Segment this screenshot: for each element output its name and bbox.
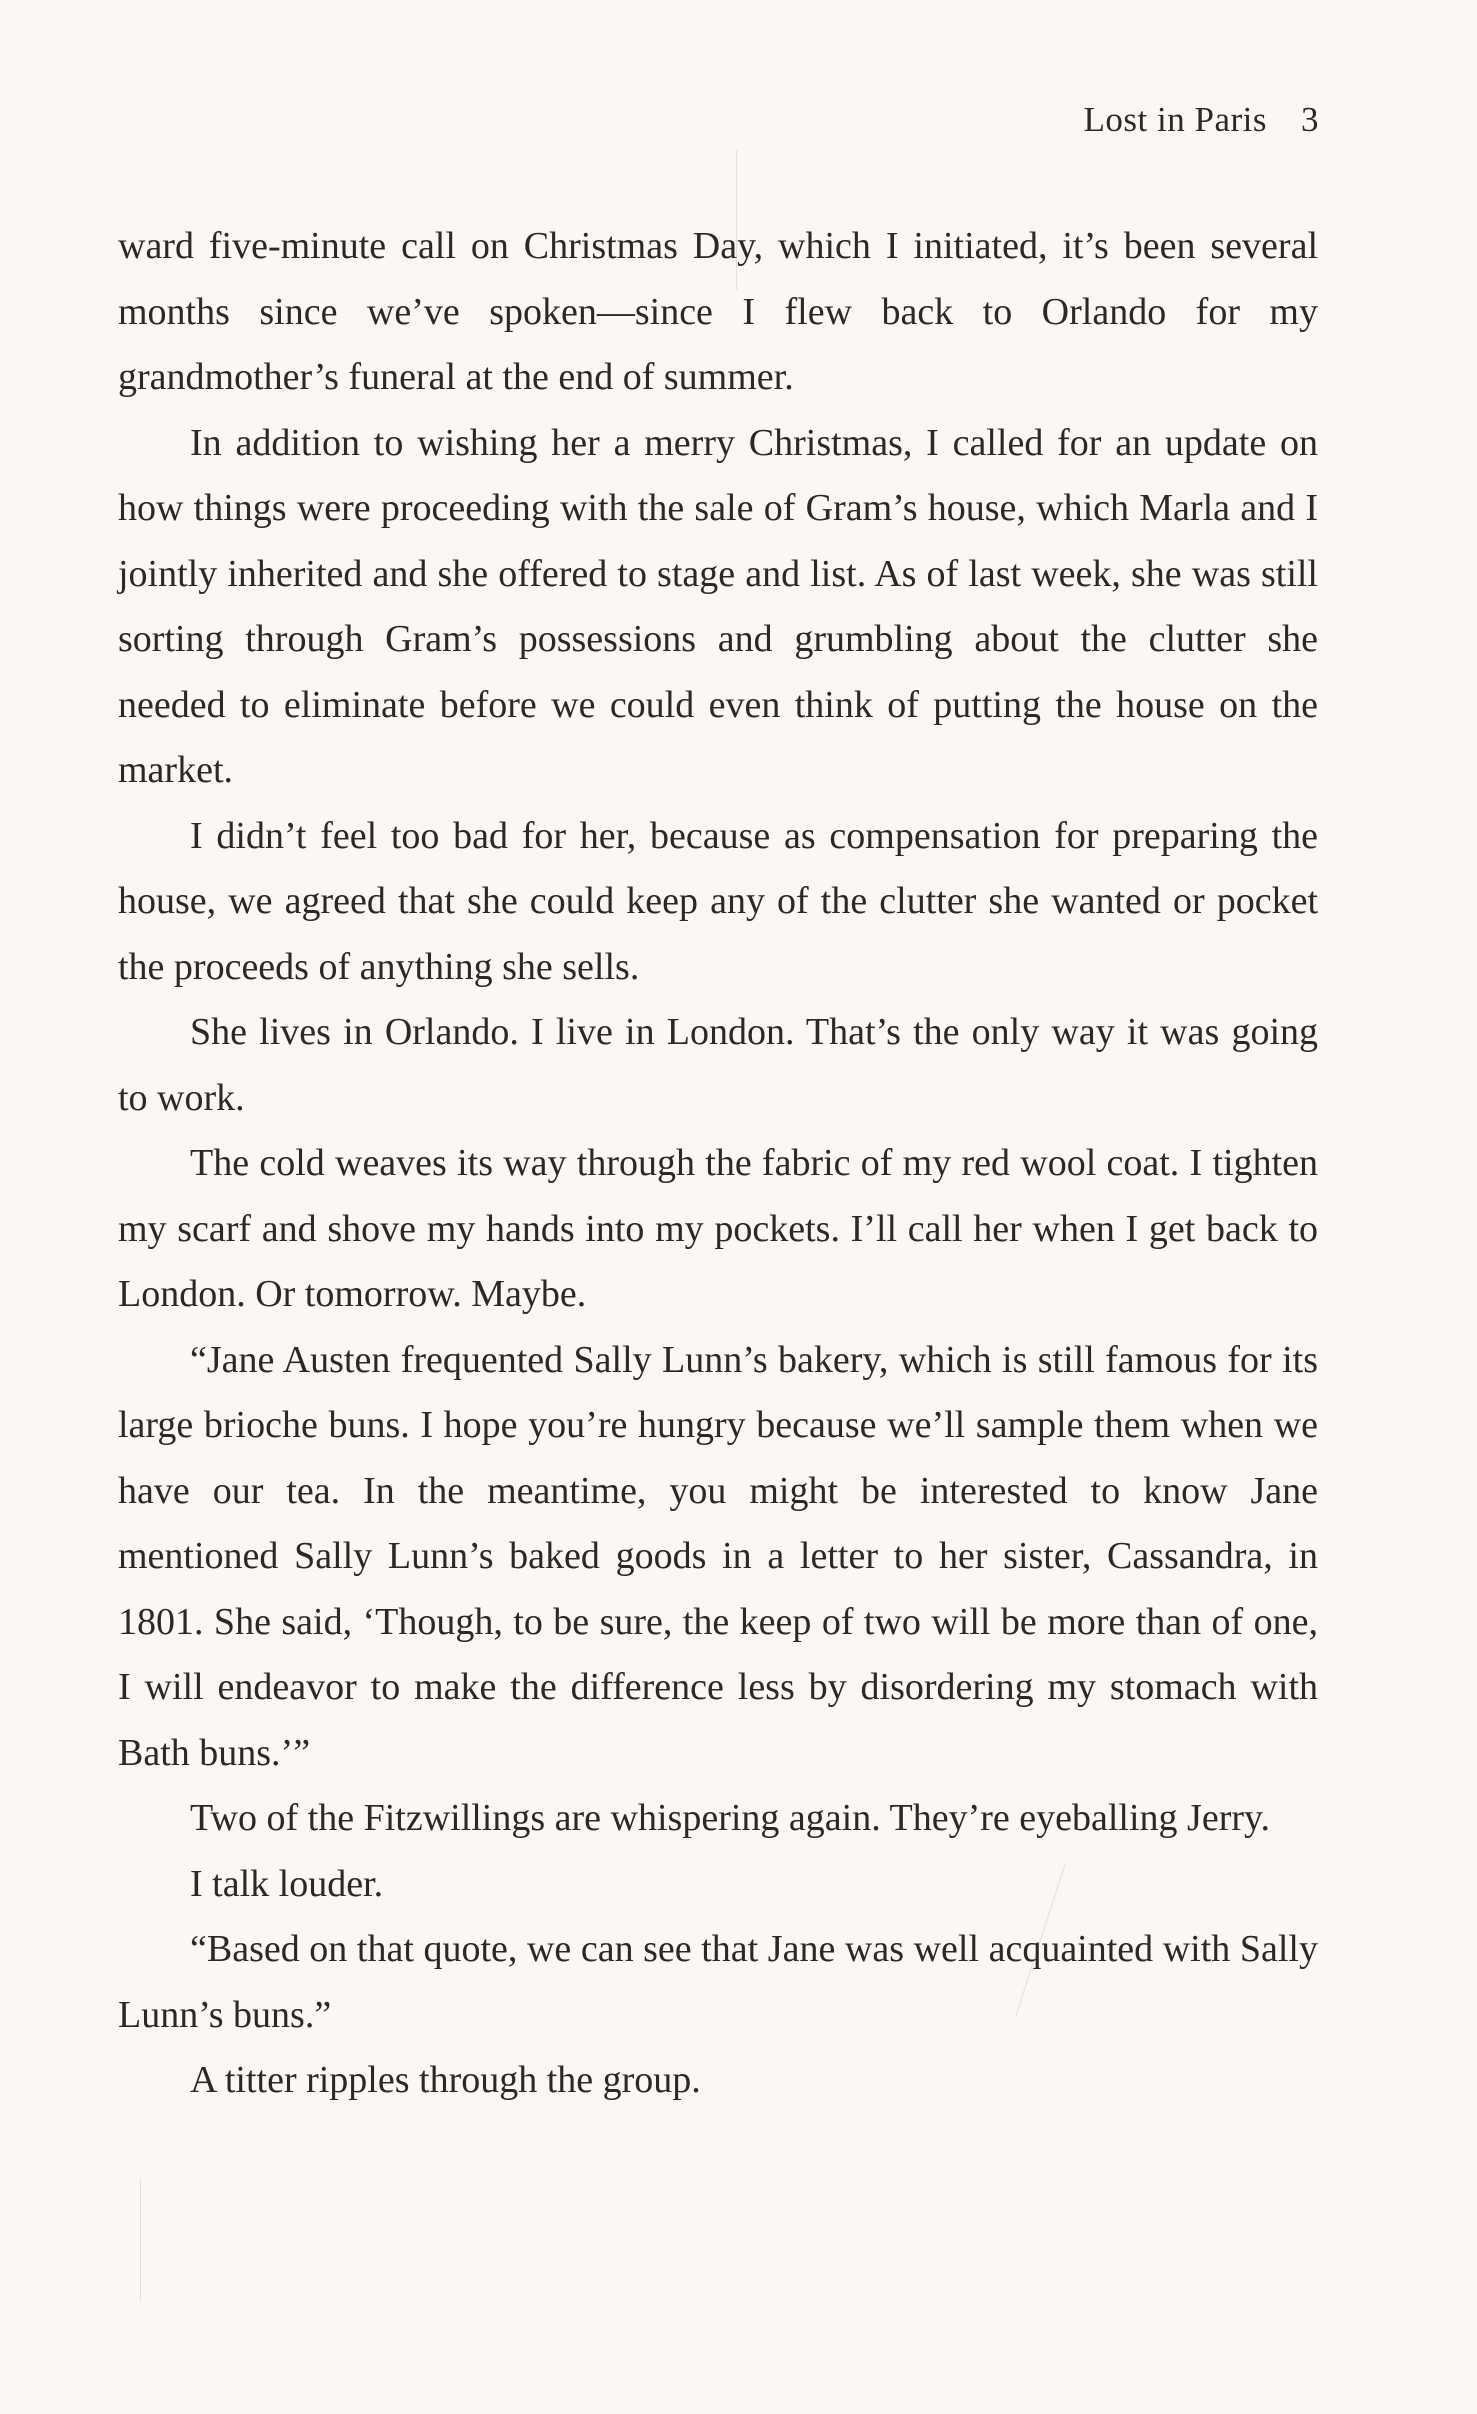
paragraph: A titter ripples through the group. — [190, 2059, 701, 2101]
paper-scratch — [140, 2180, 141, 2300]
paragraph: The cold weaves its way through the fabric of my red wool coat. I tighten my scarf and shove my hands into my pockets. I’ll call her when I get back to London. Or tomorrow. Maybe. — [118, 1142, 1318, 1315]
paragraph: In addition to wishing her a merry Christmas, I called for an update on how things were proceeding with the sale of Gram’s house, which Marla and I jointly inherited and she offered to stage and list. As of last week, she was still sorting through Gram’s possessions and grumbling about the clutter she needed to eliminate before we could even think of putting the house on the market. — [118, 421, 1318, 791]
paragraph: Two of the Fitzwillings are whispering again. They’re eyeballing Jerry. — [190, 1797, 1271, 1839]
paragraph: I talk louder. — [190, 1862, 384, 1905]
running-head — [1084, 100, 1319, 140]
paragraph: “Based on that quote, we can see that Jane was well acquainted with Sally Lunn’s buns.” — [118, 1928, 1318, 2036]
paragraph: She lives in Orlando. I live in London. That’s the only way it was going to work. — [118, 1011, 1318, 1119]
paragraph: I didn’t feel too bad for her, because as compensation for preparing the house, we agreed that she could keep any of the clutter she wanted or pocket the proceeds of anything she sells. — [118, 814, 1318, 988]
page-number: 3 — [1301, 100, 1319, 139]
book-title: Lost in Paris — [1083, 100, 1267, 139]
paragraph: ward five-minute call on Christmas Day, which I initiated, it’s been several months since we’ve spoken—since I flew back to Orlando for my grandmother’s funeral at the end of summer. — [118, 225, 1318, 398]
body-text — [118, 214, 1318, 2114]
paragraph: “Jane Austen frequented Sally Lunn’s bakery, which is still famous for its large brioche buns. I hope you’re hungry because we’ll sample them when we have our tea. In the meantime, you might be interested to know Jane mentioned Sally Lunn’s baked goods in a letter to her sister, Cassandra, in 1801. She said, ‘Though, to be sure, the keep of two will be more than of one, I will endeavor to make the difference less by disordering my stomach with Bath buns.’” — [118, 1338, 1318, 1774]
